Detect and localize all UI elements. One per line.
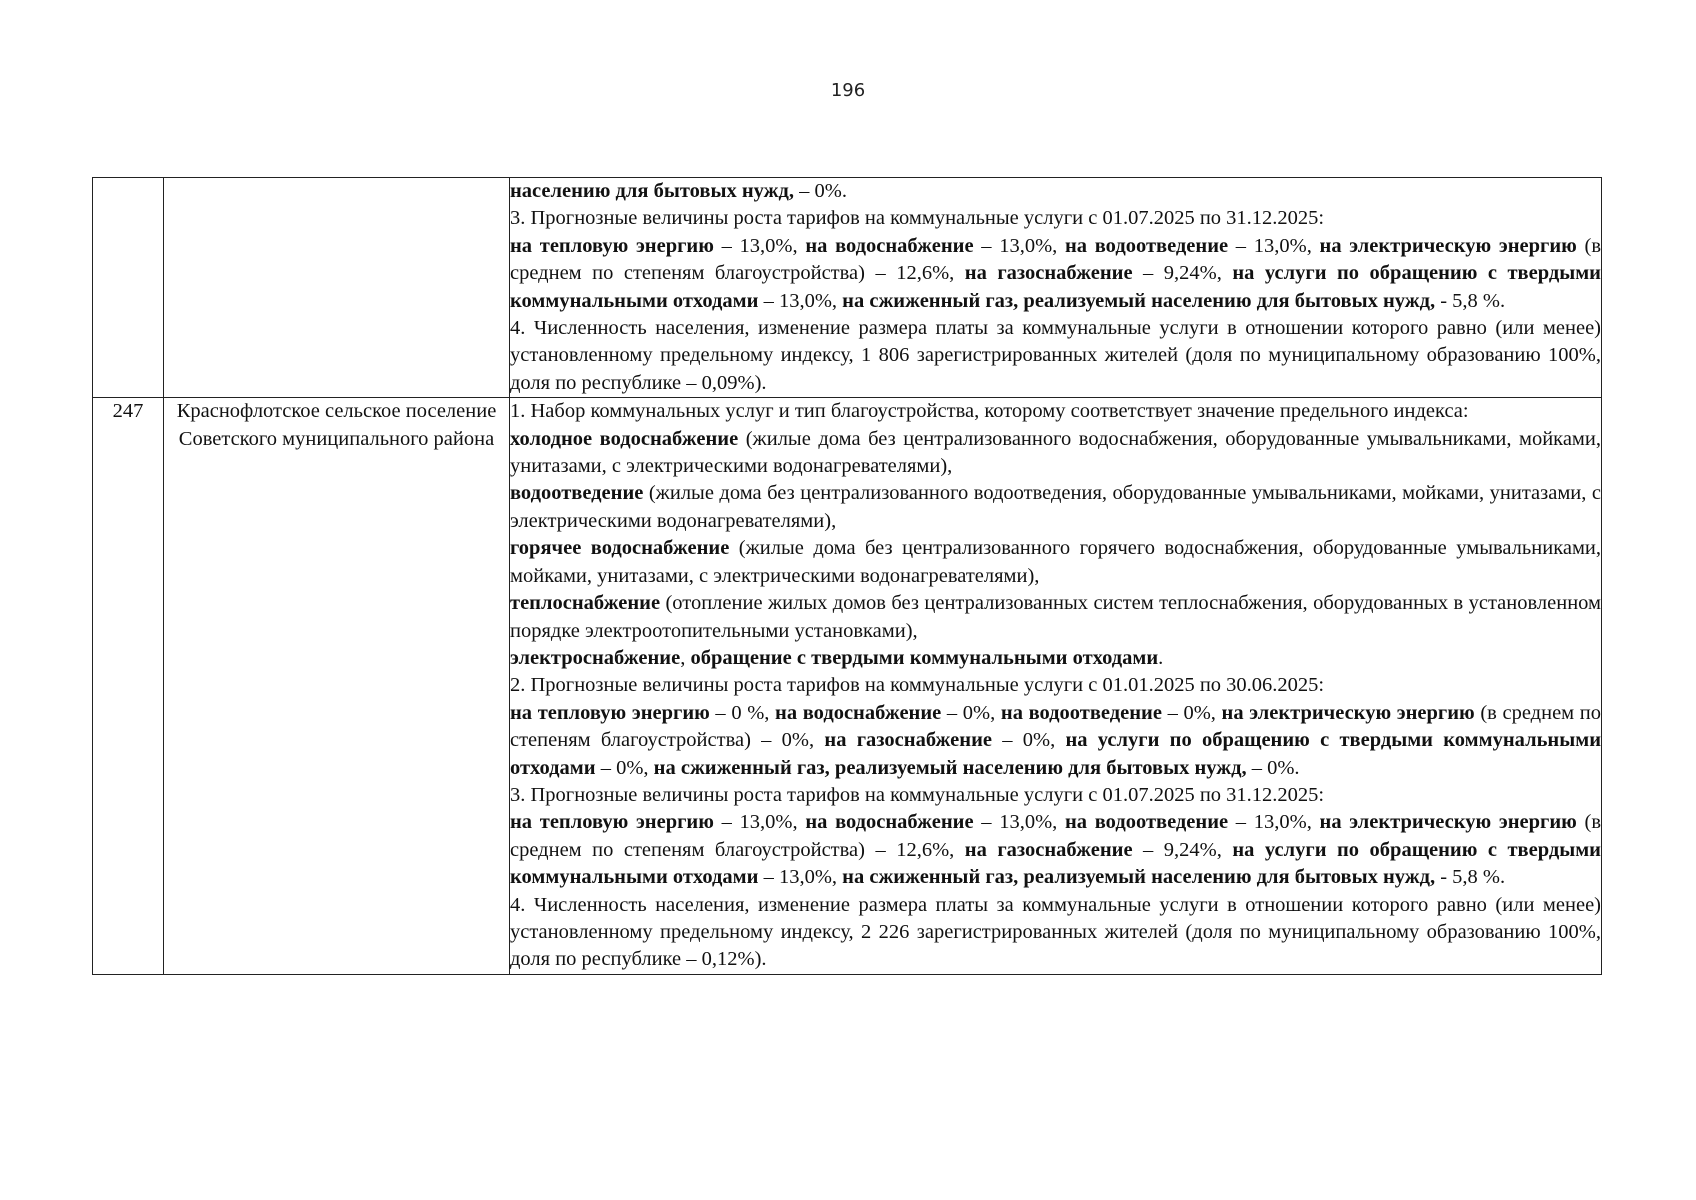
text-run: (жилые дома без централизованного горячего водоснабжения, оборудованные умывальниками, мойками, унитазами, с электрическими водонагревателями),: [510, 537, 1602, 587]
text-run: .: [1158, 646, 1164, 669]
text-run: 4. Численность населения, изменение размера платы за коммунальные услуги в отношении которого равно (или менее) установленному предельному индексу, 1 806 зарегистрированных жителей (доля по муниципальному образованию 100%, доля по республике – 0,09%).: [510, 317, 1601, 394]
content-paragraph: [510, 645, 1601, 672]
content-paragraph: [510, 205, 1601, 232]
bold-text-run: на газоснабжение: [964, 838, 1133, 861]
content-paragraph: [510, 590, 1601, 645]
content-paragraph: [510, 672, 1601, 699]
indicator-content-cell: [510, 178, 1602, 398]
bold-text-run: на сжиженный газ, реализуемый населению для бытовых нужд,: [653, 756, 1247, 779]
text-run: – 13,0%,: [713, 811, 806, 834]
content-paragraph: [510, 315, 1601, 397]
bold-text-run: на газоснабжение: [824, 729, 992, 752]
content-paragraph: [510, 535, 1601, 590]
text-run: 2. Прогнозные величины роста тарифов на коммунальные услуги с 01.01.2025 по 30.06.2025:: [510, 674, 1325, 697]
text-run: - 5,8 %.: [1435, 866, 1506, 889]
bold-text-run: на тепловую энергию: [510, 701, 710, 724]
content-paragraph: [510, 233, 1601, 315]
text-run: 3. Прогнозные величины роста тарифов на коммунальные услуги с 01.07.2025 по 31.12.2025:: [510, 783, 1325, 806]
bold-text-run: холодное водоснабжение: [510, 427, 739, 450]
row-number-cell: [93, 178, 164, 398]
organization-cell: Краснофлотское сельское поселение Советского муниципального района: [164, 398, 510, 975]
text-run: – 0%,: [941, 701, 1001, 724]
bold-text-run: на водоснабжение: [805, 234, 974, 257]
content-paragraph: [510, 700, 1601, 782]
row-number-cell: 247: [93, 398, 164, 975]
bold-text-run: на водоснабжение: [805, 811, 974, 834]
bold-text-run: на тепловую энергию: [510, 234, 714, 257]
content-paragraph: [510, 809, 1601, 891]
content-paragraph: [510, 398, 1601, 425]
bold-text-run: на электрическую энергию: [1319, 234, 1577, 257]
text-run: – 13,0%,: [973, 234, 1065, 257]
bold-text-run: на услуги по обращению с твердыми коммунальными отходами: [510, 838, 1601, 889]
text-run: – 0%.: [794, 180, 847, 202]
bold-text-run: теплоснабжение: [510, 592, 661, 615]
bold-text-run: на водоснабжение: [775, 701, 942, 724]
text-run: – 0%,: [595, 756, 654, 779]
text-run: 4. Численность населения, изменение размера платы за коммунальные услуги в отношении которого равно (или менее) установленному предельному индексу, 2 226 зарегистрированных жителей (доля по муниципальному образованию 100%, доля по республике – 0,12%).: [510, 893, 1601, 971]
text-run: – 13,0%,: [758, 866, 843, 889]
bold-text-run: на водоотведение: [1000, 701, 1162, 724]
text-run: ,: [680, 646, 691, 669]
text-run: – 0%.: [1246, 756, 1300, 779]
content-paragraph: [510, 782, 1601, 809]
text-run: (отопление жилых домов без централизованных систем теплоснабжения, оборудованных в установленном порядке электроотопительными установками),: [510, 592, 1601, 642]
organization-cell: [164, 178, 510, 398]
bold-text-run: на тепловую энергию: [510, 811, 714, 834]
page-number: 196: [830, 80, 866, 101]
bold-text-run: обращение с твердыми коммунальными отходами: [690, 646, 1159, 669]
text-run: – 13,0%,: [1228, 811, 1320, 834]
bold-text-run: на сжиженный газ, реализуемый населению для бытовых нужд,: [842, 866, 1436, 889]
bold-text-run: на электрическую энергию: [1221, 701, 1475, 724]
text-run: – 9,24%,: [1132, 262, 1233, 285]
bold-text-run: на водоотведение: [1065, 234, 1229, 257]
text-run: – 13,0%,: [713, 234, 806, 257]
bold-text-run: населению для бытовых нужд,: [510, 180, 795, 202]
bold-text-run: на электрическую энергию: [1319, 811, 1577, 834]
text-run: (в среднем по степеням благоустройства) – 12,6%,: [510, 234, 1601, 285]
text-run: – 0%,: [991, 729, 1066, 752]
text-run: (в среднем по степеням благоустройства) – 0%,: [510, 701, 1601, 752]
text-run: – 0 %,: [709, 701, 776, 724]
bold-text-run: на услуги по обращению с твердыми коммунальными отходами: [510, 729, 1602, 779]
text-run: (в среднем по степеням благоустройства) – 12,6%,: [510, 811, 1601, 861]
table-row-247: [93, 398, 1602, 975]
text-run: – 13,0%,: [1228, 234, 1320, 257]
indicator-content-cell: [510, 398, 1602, 975]
table-row-continuation: [93, 178, 1602, 398]
content-paragraph: [510, 892, 1601, 974]
bold-text-run: на газоснабжение: [964, 262, 1133, 285]
text-run: – 9,24%,: [1132, 838, 1233, 861]
text-run: 1. Набор коммунальных услуг и тип благоустройства, которому соответствует значение предельного индекса:: [510, 400, 1469, 423]
text-run: 3. Прогнозные величины роста тарифов на коммунальные услуги с 01.07.2025 по 31.12.2025:: [510, 207, 1325, 230]
bold-text-run: на услуги по обращению с твердыми коммунальными отходами: [510, 262, 1601, 312]
text-run: (жилые дома без централизованного водоснабжения, оборудованные умывальниками, мойками, унитазами, с электрическими водонагревателями),: [510, 427, 1601, 478]
bold-text-run: горячее водоснабжение: [510, 537, 730, 560]
text-run: (жилые дома без централизованного водоотведения, оборудованные умывальниками, мойками, унитазами, с электрическими водонагревателями),: [510, 482, 1601, 532]
text-run: – 0%,: [1161, 701, 1222, 724]
bold-text-run: электроснабжение: [510, 646, 681, 669]
tariff-table-body: [93, 178, 1602, 975]
text-run: – 13,0%,: [973, 811, 1065, 834]
text-run: - 5,8 %.: [1435, 289, 1506, 312]
bold-text-run: на водоотведение: [1065, 811, 1229, 834]
content-paragraph: [510, 178, 1601, 205]
content-paragraph: [510, 426, 1601, 481]
text-run: – 13,0%,: [758, 289, 843, 312]
content-paragraph: [510, 480, 1601, 535]
tariff-table: [92, 177, 1602, 975]
bold-text-run: водоотведение: [510, 482, 644, 505]
bold-text-run: на сжиженный газ, реализуемый населению для бытовых нужд,: [842, 289, 1436, 312]
